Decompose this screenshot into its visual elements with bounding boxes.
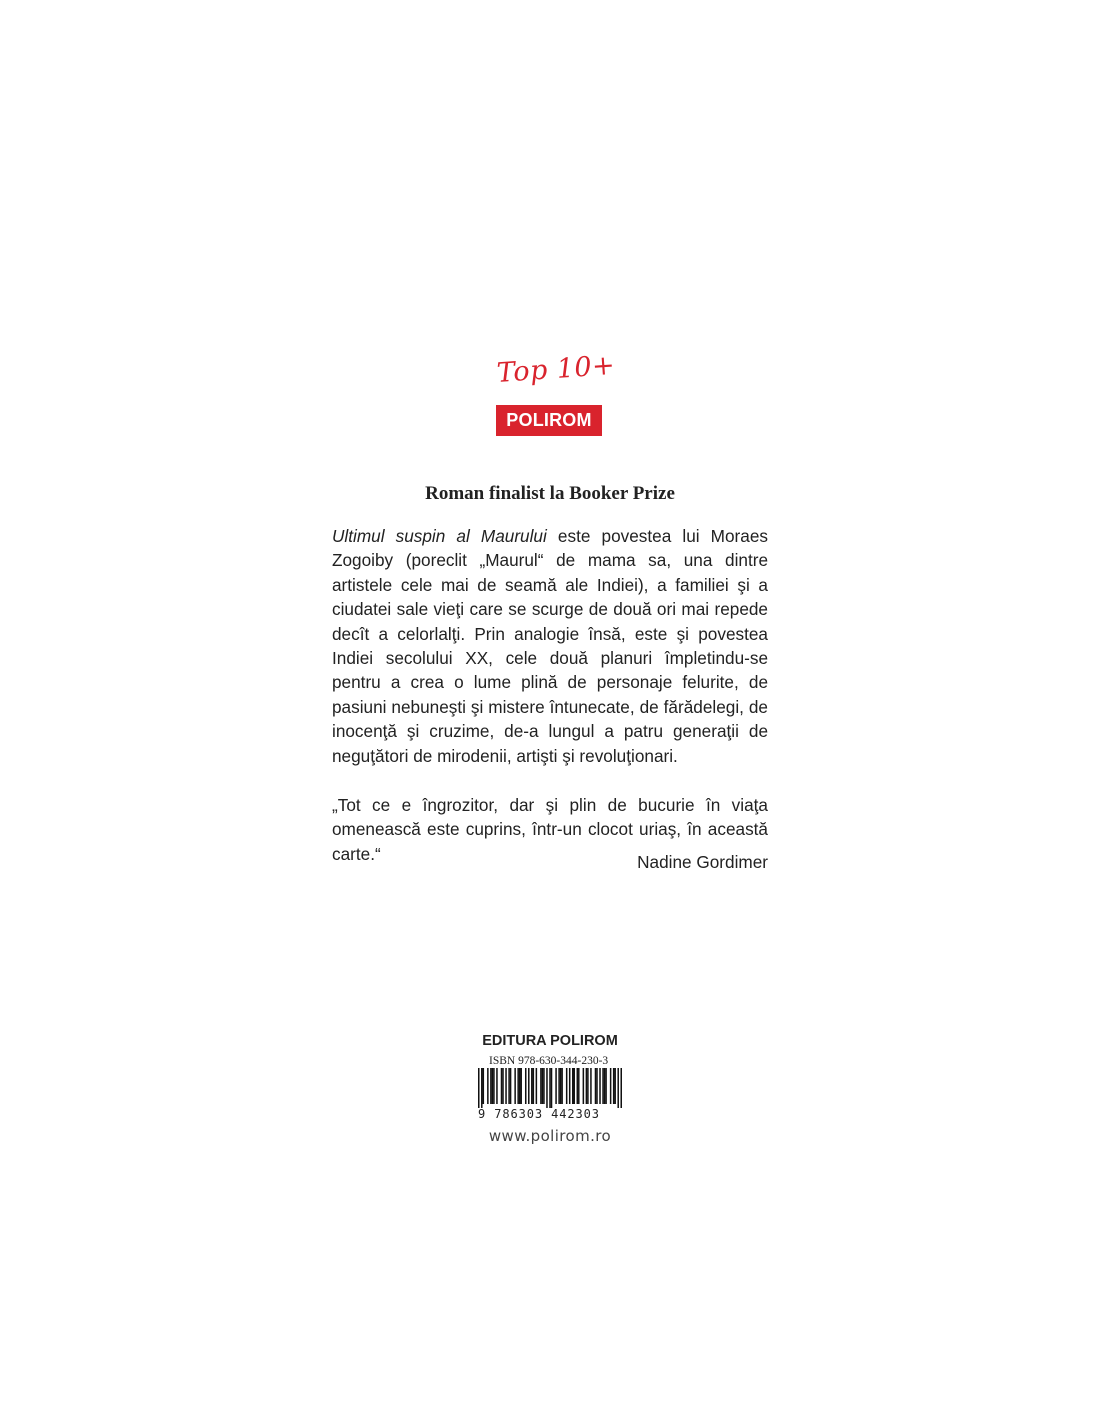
barcode-bar (551, 1068, 553, 1108)
barcode-bar (614, 1068, 616, 1104)
barcode-bar (596, 1068, 598, 1104)
barcode-bar (487, 1068, 489, 1104)
barcode-bar (610, 1068, 612, 1104)
barcode-bar (605, 1068, 607, 1104)
barcode-bar (566, 1068, 568, 1104)
barcode-bar (531, 1068, 533, 1104)
barcode-digits: 9 786303 442303 (478, 1107, 600, 1121)
barcode-bar (546, 1068, 548, 1108)
barcode-bar (478, 1068, 480, 1108)
barcode-bar (517, 1068, 519, 1104)
barcode-bar (549, 1068, 551, 1108)
barcode-bar (536, 1068, 538, 1104)
barcode-bar (604, 1068, 606, 1104)
barcode-bar (505, 1068, 507, 1104)
barcode-bar (587, 1068, 589, 1104)
barcode-bar (543, 1068, 545, 1104)
barcode-bar (533, 1068, 535, 1104)
barcode-bar (578, 1068, 580, 1104)
barcode-bar (569, 1068, 571, 1104)
barcode-bar (572, 1068, 574, 1104)
barcode-bar (502, 1068, 504, 1104)
barcode-bar (590, 1068, 592, 1104)
barcode-bar (528, 1068, 530, 1104)
barcode-bar (573, 1068, 575, 1104)
barcode-bar (493, 1068, 495, 1104)
website-link[interactable]: www.polirom.ro (488, 1127, 612, 1145)
barcode-bar (617, 1068, 619, 1108)
barcode-bar (577, 1068, 579, 1104)
isbn-label: ISBN 978-630-344-230-3 (489, 1055, 609, 1067)
book-blurb (332, 524, 768, 768)
barcode-bar (501, 1068, 503, 1104)
barcode-bar (560, 1068, 562, 1104)
barcode-bar (514, 1068, 516, 1104)
quote-author: Nadine Gordimer (637, 852, 768, 872)
publisher-name: EDITURA POLIROM (482, 1033, 618, 1049)
series-logo-box: POLIROM (496, 405, 602, 436)
barcode-bar (558, 1068, 560, 1104)
barcode-bar (613, 1068, 615, 1104)
barcode-bar (555, 1068, 557, 1104)
award-heading: Roman finalist la Booker Prize (425, 483, 675, 504)
barcode-bar (481, 1068, 483, 1108)
blurb-text: este povestea lui Moraes Zogoiby (poreclit „Maurul“ de mama sa, una dintre artistele cele mai de seamă ale Indiei), a familiei şi a ciudatei sale vieţi care se scurge de două ori mai repede decît a celorlalţi. Prin analogie însă, este şi povestea Indiei secolului XX, cele două planuri împletindu-se pentru a crea o lume plină de personaje felurite, de pasiuni nebuneşti şi mistere întunecate, de fărădelegi, de inocenţă şi cruzime, de-a lungul a patru generaţii de neguţători de mirodenii, artişti şi revoluţionari. (332, 526, 768, 766)
barcode-bar (583, 1068, 585, 1104)
barcode-bar (599, 1068, 601, 1104)
barcode-bar (519, 1068, 521, 1104)
barcode-bar (595, 1068, 597, 1104)
barcode-bar (508, 1068, 510, 1104)
barcode-bar (540, 1068, 542, 1104)
barcode-bar (483, 1068, 485, 1104)
review-quote: „Tot ce e îngrozitor, dar şi plin de bucurie în viaţa omenească este cuprins, într-un clocot uriaş, în această carte.“ (332, 795, 768, 864)
series-logo (495, 349, 617, 438)
barcode-bar (492, 1068, 494, 1104)
barcode-bar (602, 1068, 604, 1104)
barcode-bar (620, 1068, 622, 1108)
barcode-bar (525, 1068, 527, 1104)
barcode-bar (561, 1068, 563, 1104)
barcode-bar (490, 1068, 492, 1104)
barcode-bar (542, 1068, 544, 1104)
series-logo-script: Top 10+ (495, 349, 617, 389)
barcode-bar (496, 1068, 498, 1104)
barcode-bar (586, 1068, 588, 1104)
barcode-bar (520, 1068, 522, 1104)
barcode-bar (510, 1068, 512, 1104)
book-title: Ultimul suspin al Maurului (332, 526, 547, 546)
barcode-bars (478, 1068, 622, 1108)
